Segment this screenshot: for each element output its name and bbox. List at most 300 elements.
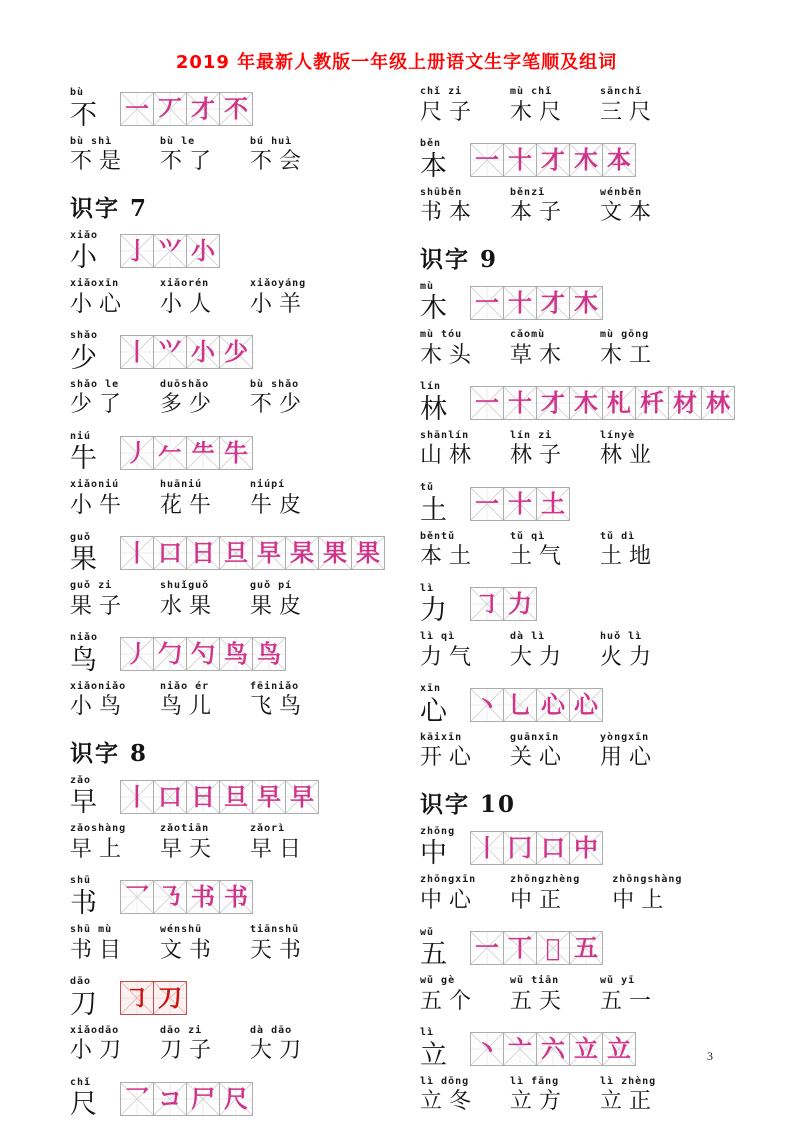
stroke-cell	[219, 780, 253, 814]
word-item	[600, 430, 658, 471]
stroke-glyph: 才	[191, 93, 215, 123]
stroke-cell	[503, 386, 537, 420]
stroke-glyph: 日	[191, 781, 215, 811]
stroke-glyph: 小	[191, 236, 215, 266]
stroke-glyph: 早	[257, 538, 281, 568]
stroke-glyph: 丨	[125, 337, 149, 367]
stroke-order-grid	[470, 286, 603, 320]
word-text: 木尺	[510, 99, 569, 125]
stroke-glyph: 一	[475, 933, 499, 963]
word-item	[250, 580, 308, 621]
stroke-glyph: 一	[475, 144, 499, 174]
word-text: 不了	[160, 149, 219, 175]
character-label-group	[420, 583, 470, 627]
word-item	[420, 430, 478, 471]
word-item	[160, 136, 218, 177]
word-pinyin: wénshū	[160, 924, 203, 936]
word-text: 书目	[70, 937, 129, 963]
word-pinyin: sānchǐ	[600, 86, 643, 97]
word-item	[420, 732, 478, 773]
hanzi-character: 鸟	[70, 644, 97, 676]
stroke-glyph: 乛	[125, 882, 149, 912]
hanzi-character: 早	[70, 787, 97, 819]
stroke-cell	[503, 587, 537, 621]
word-item	[510, 329, 568, 370]
word-item	[160, 379, 218, 420]
word-pinyin: tiānshū	[250, 924, 300, 936]
character-entry	[420, 138, 742, 182]
stroke-cell	[153, 234, 187, 268]
word-text: 牛皮	[250, 492, 309, 518]
stroke-order-grid	[470, 143, 636, 177]
stroke-glyph: 小	[191, 337, 215, 367]
character-label-group	[420, 683, 470, 727]
stroke-glyph: 旦	[224, 538, 248, 568]
word-text: 小牛	[70, 492, 129, 518]
word-pinyin: mù gōng	[600, 329, 650, 341]
word-text: 尺子	[420, 99, 479, 125]
stroke-glyph: ㇆	[475, 589, 499, 619]
hanzi-character: 小	[70, 242, 97, 274]
stroke-cell	[536, 688, 570, 722]
stroke-cell	[120, 234, 154, 268]
word-text: 大力	[510, 644, 569, 670]
word-text: 天书	[250, 937, 309, 963]
stroke-glyph: 木	[574, 388, 598, 418]
stroke-glyph: コ	[158, 1083, 182, 1113]
character-entry	[420, 1027, 742, 1071]
stroke-glyph: 乛	[125, 1083, 149, 1113]
word-item	[510, 531, 568, 572]
words-row	[420, 975, 742, 1016]
words-row	[420, 329, 742, 370]
stroke-glyph: 一	[475, 488, 499, 518]
stroke-cell	[153, 637, 187, 671]
word-pinyin: lì fāng	[510, 1075, 560, 1087]
stroke-glyph: 十	[508, 287, 532, 317]
word-text: 三尺	[600, 99, 659, 125]
stroke-glyph: ⺧	[191, 437, 215, 467]
stroke-cell	[602, 1032, 636, 1066]
hanzi-character: 不	[70, 99, 97, 131]
character-label-group	[70, 431, 120, 475]
stroke-glyph: 木	[574, 144, 598, 174]
character-label-group	[420, 826, 470, 870]
stroke-glyph: 乚	[508, 690, 532, 720]
stroke-glyph: 十	[508, 388, 532, 418]
word-pinyin: kāixīn	[420, 731, 463, 743]
stroke-glyph: 刀	[158, 982, 182, 1012]
stroke-glyph: 土	[541, 488, 565, 518]
stroke-order-grid	[120, 981, 187, 1015]
word-text: 大刀	[250, 1038, 309, 1064]
stroke-cell	[186, 780, 220, 814]
words-row	[70, 136, 392, 177]
stroke-glyph: 五	[574, 933, 598, 963]
stroke-glyph: 冂	[508, 832, 532, 862]
pinyin-label: dāo	[70, 976, 92, 988]
stroke-cell	[602, 143, 636, 177]
word-text: 立方	[510, 1089, 569, 1115]
stroke-glyph: 本	[607, 144, 631, 174]
word-item	[510, 430, 568, 471]
word-text: 小心	[70, 291, 129, 317]
word-item	[420, 631, 478, 672]
word-item	[600, 732, 658, 773]
word-item	[510, 187, 568, 228]
column-right	[420, 84, 742, 1122]
stroke-glyph: 勹	[158, 638, 182, 668]
stroke-glyph: 才	[541, 144, 565, 174]
character-label-group	[70, 875, 120, 919]
word-pinyin: xiǎorén	[160, 278, 210, 290]
stroke-glyph: 牛	[224, 437, 248, 467]
stroke-glyph: 木	[574, 287, 598, 317]
word-pinyin: mù chǐ	[510, 86, 553, 97]
word-text: 山林	[420, 443, 479, 469]
word-text: 关心	[510, 745, 569, 771]
stroke-cell	[569, 143, 603, 177]
stroke-glyph: ⺍	[158, 337, 182, 367]
stroke-glyph: 丶	[475, 1033, 499, 1063]
pinyin-label: niú	[70, 430, 92, 442]
stroke-glyph: 不	[224, 93, 248, 123]
words-row	[70, 681, 392, 722]
stroke-cell	[120, 536, 154, 570]
word-pinyin: tǔ qì	[510, 530, 546, 542]
word-item	[160, 681, 218, 722]
stroke-cell	[536, 1032, 570, 1066]
words-row	[70, 1025, 392, 1066]
stroke-cell	[701, 386, 735, 420]
stroke-glyph: 一	[475, 287, 499, 317]
pinyin-label: tǔ	[420, 482, 435, 494]
character-entry	[420, 381, 742, 425]
word-text: 林子	[510, 443, 569, 469]
stroke-cell	[635, 386, 669, 420]
pinyin-label: shǎo	[70, 330, 99, 342]
stroke-glyph: 勺	[191, 638, 215, 668]
stroke-glyph: 口	[158, 538, 182, 568]
stroke-cell	[153, 92, 187, 126]
word-text: 力气	[420, 644, 479, 670]
word-pinyin: cǎomù	[510, 329, 546, 341]
hanzi-character: 牛	[70, 443, 97, 475]
word-item	[160, 1025, 218, 1066]
stroke-cell	[153, 880, 187, 914]
word-pinyin: mù tóu	[420, 329, 463, 341]
stroke-cell	[153, 780, 187, 814]
word-item	[160, 924, 218, 965]
column-left	[70, 84, 392, 1122]
words-row	[70, 823, 392, 864]
stroke-glyph: 果	[356, 538, 380, 568]
word-item	[510, 975, 568, 1016]
word-pinyin: bú huì	[250, 135, 293, 147]
word-pinyin: bù shǎo	[250, 378, 300, 390]
words-row	[420, 732, 742, 773]
word-pinyin: lì dōng	[420, 1075, 470, 1087]
word-text: 水果	[160, 593, 219, 619]
word-pinyin: zhōngzhèng	[510, 874, 581, 886]
literacy-section-header: 识字 8	[70, 739, 149, 767]
stroke-cell	[470, 831, 504, 865]
character-entry	[70, 775, 392, 819]
stroke-cell	[120, 92, 154, 126]
word-text: 木工	[600, 342, 659, 368]
word-text: 小鸟	[70, 694, 129, 720]
word-item	[600, 631, 658, 672]
words-row	[420, 1076, 742, 1117]
stroke-glyph: 鸟	[224, 638, 248, 668]
character-label-group	[70, 532, 120, 576]
pinyin-label: lì	[420, 1027, 435, 1039]
stroke-cell	[285, 536, 319, 570]
word-item	[600, 1076, 658, 1117]
stroke-glyph: 立	[574, 1033, 598, 1063]
stroke-cell	[503, 931, 537, 965]
word-pinyin: zhōngshàng	[612, 874, 683, 886]
stroke-glyph: 札	[607, 388, 631, 418]
stroke-glyph: 立	[607, 1033, 631, 1063]
stroke-glyph: 亠	[508, 1033, 532, 1063]
stroke-cell	[503, 487, 537, 521]
word-item	[600, 187, 658, 228]
stroke-cell	[569, 931, 603, 965]
words-row	[420, 430, 742, 471]
stroke-cell	[470, 487, 504, 521]
stroke-order-grid	[470, 1032, 636, 1066]
word-item	[612, 874, 682, 915]
stroke-cell	[569, 688, 603, 722]
words-row	[420, 631, 742, 672]
stroke-cell	[351, 536, 385, 570]
page-number: 3	[707, 1049, 713, 1063]
stroke-glyph: 尺	[224, 1083, 248, 1113]
word-item	[420, 874, 478, 915]
stroke-cell	[536, 386, 570, 420]
word-item	[70, 136, 128, 177]
character-label-group	[420, 381, 470, 425]
word-item	[160, 823, 218, 864]
stroke-glyph: 丿	[125, 638, 149, 668]
stroke-glyph: 丆	[158, 93, 182, 123]
word-text: 本土	[420, 544, 479, 570]
stroke-cell	[470, 931, 504, 965]
word-text: 书本	[420, 200, 479, 226]
stroke-cell	[153, 1082, 187, 1116]
stroke-cell	[186, 880, 220, 914]
stroke-order-grid	[120, 92, 253, 126]
word-item	[420, 975, 478, 1016]
word-text: 果皮	[250, 593, 309, 619]
word-pinyin: zhōngxīn	[420, 874, 477, 886]
word-pinyin: běnzǐ	[510, 186, 546, 198]
stroke-order-grid	[470, 831, 603, 865]
stroke-cell	[120, 1082, 154, 1116]
character-label-group	[420, 927, 470, 971]
word-text: 土气	[510, 544, 569, 570]
stroke-order-grid	[120, 1082, 253, 1116]
stroke-glyph: 才	[541, 388, 565, 418]
pinyin-label: lín	[420, 381, 442, 393]
word-pinyin: tǔ dì	[600, 530, 636, 542]
word-pinyin: línyè	[600, 429, 636, 441]
word-text: 早上	[70, 836, 129, 862]
page-title: 2019 年最新人教版一年级上册语文生字笔顺及组词	[175, 52, 618, 73]
hanzi-character: 中	[420, 838, 447, 870]
word-pinyin: shūběn	[420, 186, 463, 198]
stroke-glyph: 才	[541, 287, 565, 317]
character-label-group	[70, 1077, 120, 1121]
stroke-glyph: 丨	[475, 832, 499, 862]
stroke-order-grid	[120, 335, 253, 369]
word-text: 林业	[600, 443, 659, 469]
word-text: 刀子	[160, 1038, 219, 1064]
stroke-cell	[252, 536, 286, 570]
content-columns	[0, 74, 793, 1122]
stroke-glyph: 丨	[125, 538, 149, 568]
word-pinyin: guǒ pí	[250, 580, 293, 592]
stroke-cell	[219, 1082, 253, 1116]
stroke-glyph: 一	[475, 388, 499, 418]
stroke-cell	[470, 286, 504, 320]
character-entry	[70, 87, 392, 131]
hanzi-character: 书	[70, 887, 97, 919]
pinyin-label: zhōng	[420, 825, 456, 837]
stroke-cell	[285, 780, 319, 814]
words-row	[70, 278, 392, 319]
stroke-order-grid	[120, 234, 220, 268]
character-label-group	[70, 87, 120, 131]
word-item	[250, 278, 308, 319]
hanzi-character: 五	[420, 939, 447, 971]
stroke-cell	[120, 880, 154, 914]
stroke-cell	[569, 831, 603, 865]
word-item	[420, 86, 478, 127]
word-text: 少了	[70, 392, 129, 418]
literacy-section-header: 识字 7	[70, 194, 149, 222]
word-pinyin: xiǎoniú	[70, 479, 120, 491]
stroke-glyph: 𫝀	[545, 933, 561, 963]
pinyin-label: běn	[420, 138, 442, 150]
word-text: 花牛	[160, 492, 219, 518]
stroke-cell	[569, 1032, 603, 1066]
character-entry	[420, 683, 742, 727]
stroke-cell	[470, 386, 504, 420]
stroke-glyph: ㇡	[158, 882, 182, 912]
word-item	[510, 631, 568, 672]
character-entry	[420, 927, 742, 971]
word-pinyin: zǎoshàng	[70, 823, 127, 835]
stroke-glyph: 早	[290, 781, 314, 811]
character-entry	[420, 482, 742, 526]
word-item	[250, 1025, 308, 1066]
word-item	[250, 379, 308, 420]
stroke-glyph: 鸟	[257, 638, 281, 668]
stroke-order-grid	[470, 386, 735, 420]
word-pinyin: wénběn	[600, 186, 643, 198]
word-item	[70, 924, 128, 965]
word-pinyin: huāniú	[160, 479, 203, 491]
stroke-cell	[153, 536, 187, 570]
stroke-cell	[186, 335, 220, 369]
word-text: 开心	[420, 745, 479, 771]
stroke-order-grid	[120, 637, 286, 671]
stroke-glyph: 林	[706, 388, 730, 418]
stroke-order-grid	[470, 587, 537, 621]
word-item	[510, 1076, 568, 1117]
stroke-cell	[503, 286, 537, 320]
word-item	[250, 924, 308, 965]
stroke-glyph: 早	[257, 781, 281, 811]
word-pinyin: shū mù	[70, 924, 113, 936]
character-entry	[70, 632, 392, 676]
stroke-glyph: 𠂉	[158, 437, 182, 467]
words-row	[70, 924, 392, 965]
hanzi-character: 力	[420, 595, 447, 627]
word-text: 不少	[250, 392, 309, 418]
stroke-order-grid	[120, 536, 385, 570]
word-item	[70, 823, 128, 864]
word-text: 不会	[250, 149, 309, 175]
hanzi-character: 木	[420, 293, 447, 325]
hanzi-character: 刀	[70, 988, 97, 1020]
word-text: 中上	[612, 887, 671, 913]
word-item	[250, 823, 308, 864]
character-entry	[70, 230, 392, 274]
words-row	[70, 580, 392, 621]
word-text: 土地	[600, 544, 659, 570]
character-entry	[70, 976, 392, 1020]
character-entry	[70, 330, 392, 374]
character-entry	[420, 583, 742, 627]
stroke-cell	[186, 92, 220, 126]
word-text: 用心	[600, 745, 659, 771]
stroke-cell	[120, 335, 154, 369]
stroke-glyph: ㇆	[125, 982, 149, 1012]
stroke-cell	[219, 880, 253, 914]
word-text: 草木	[510, 342, 569, 368]
stroke-glyph: 中	[574, 832, 598, 862]
word-text: 中正	[510, 887, 569, 913]
stroke-glyph: 书	[224, 882, 248, 912]
character-label-group	[70, 775, 120, 819]
character-entry	[420, 826, 742, 870]
pinyin-label: xīn	[420, 683, 442, 695]
stroke-cell	[470, 587, 504, 621]
word-pinyin: xiǎoxīn	[70, 278, 120, 290]
stroke-cell	[536, 931, 570, 965]
hanzi-character: 本	[420, 150, 447, 182]
word-pinyin: bù shì	[70, 135, 113, 147]
words-row	[420, 86, 742, 127]
stroke-cell	[219, 335, 253, 369]
stroke-cell	[186, 536, 220, 570]
word-item	[510, 874, 580, 915]
stroke-order-grid	[470, 688, 603, 722]
stroke-glyph: 杄	[640, 388, 664, 418]
stroke-glyph: 丨	[125, 781, 149, 811]
stroke-cell	[153, 981, 187, 1015]
word-text: 文书	[160, 937, 219, 963]
word-item	[600, 975, 658, 1016]
stroke-order-grid	[470, 931, 603, 965]
word-text: 小刀	[70, 1038, 129, 1064]
stroke-glyph: 杲	[290, 538, 314, 568]
stroke-cell	[318, 536, 352, 570]
word-text: 飞鸟	[250, 694, 309, 720]
